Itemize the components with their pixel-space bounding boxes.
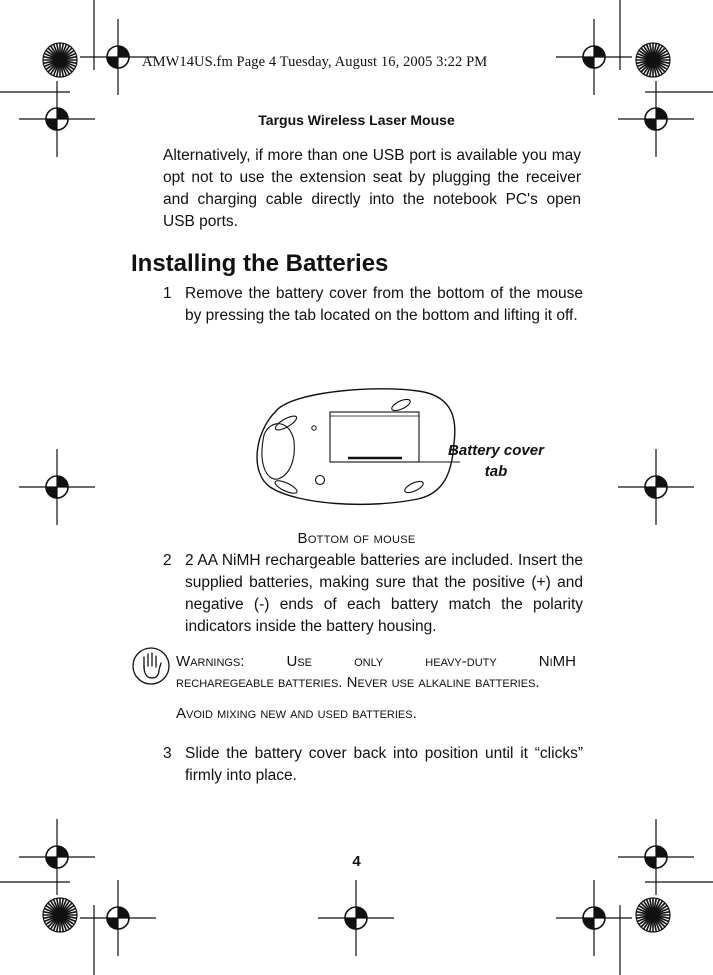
figure-caption: Bottom of mouse [297,530,416,547]
warning-word: only [354,653,384,670]
warning-word: Use [286,653,313,670]
step-text: Slide the battery cover back into position until it “clicks” firmly into place. [185,745,583,784]
warning-word: NiMH [538,653,576,670]
warning-word: Warnings: [176,653,245,670]
warning-line-2: recharegeable batteries. Never use alkaline batteries. [176,674,540,691]
battery-cover [330,412,419,462]
step-number: 1 [163,285,172,302]
step-2 [163,550,583,640]
callout-line-1: Battery cover [448,442,544,459]
section-title: Installing the Batteries [131,250,389,277]
step-1 [163,283,583,353]
warning-hand-icon [131,644,171,688]
step-3 [163,743,583,793]
battery-cover-callout [444,440,548,482]
warning-word: heavy-duty [425,653,497,670]
callout-line-2: tab [484,463,508,480]
step-number: 3 [163,745,172,762]
print-slug: AMW14US.fm Page 4 Tuesday, August 16, 2005 3:22 PM [142,54,488,70]
warning-note: Avoid mixing new and used batteries. [176,705,417,722]
running-header: Targus Wireless Laser Mouse [258,112,455,128]
warning-line-1 [176,651,576,672]
intro-paragraph: Alternatively, if more than one USB port is available you may opt not to use the extension seat by plugging the receiver and charging cable directly into the notebook PC's open USB ports. [163,147,581,230]
page-number: 4 [352,853,361,870]
step-text: 2 AA NiMH rechargeable batteries are included. Insert the supplied batteries, making sure that the positive (+) and negative (-) ends of each battery match the polarity indicators inside the battery housing. [185,552,583,635]
warning-text [176,651,576,693]
step-text: Remove the battery cover from the bottom of the mouse by pressing the tab located on the bottom and lifting it off. [185,285,583,324]
step-number: 2 [163,552,172,569]
